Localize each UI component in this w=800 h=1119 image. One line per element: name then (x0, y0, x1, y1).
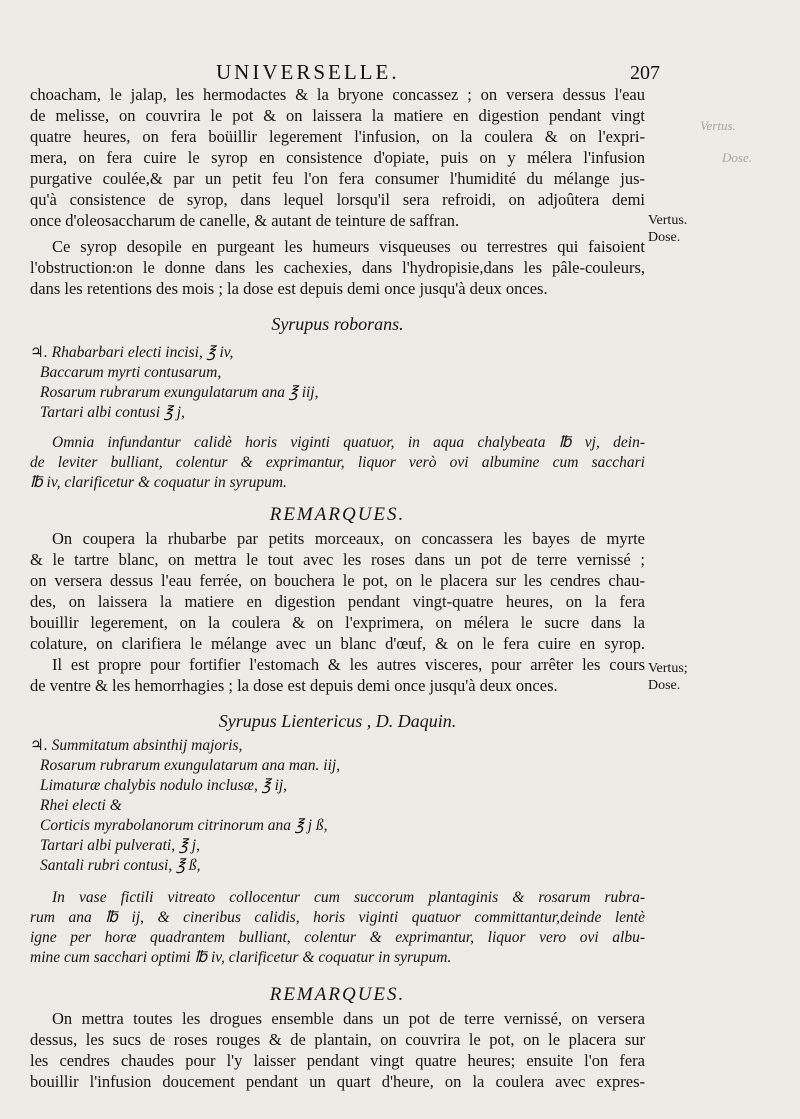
paragraph-preparation (30, 84, 645, 231)
ingredient-line: Limaturæ chalybis nodulo inclusæ, ℥ ij, (40, 777, 288, 794)
running-title: UNIVERSELLE. (216, 60, 400, 84)
margin-note-vertus-dose (648, 212, 687, 246)
margin-note-line: Vertus; (648, 661, 688, 676)
text-line: & le tartre blanc, on mettra le tout avec les roses dans un pot de terre vernissé ; (30, 550, 645, 569)
text-line: dessus, les sucs de roses rouges & de plantain, on couvrira le pot, on le placera sur (30, 1030, 645, 1049)
ingredient-line: Rosarum rubrarum exungulatarum ana man. iij, (40, 757, 341, 774)
ingredient-line: Tartari albi pulverati, ℥ j, (40, 837, 200, 854)
text-line: On coupera la rhubarbe par petits morceaux, on concassera les bayes de myrte (52, 529, 645, 548)
page-header (30, 60, 660, 84)
text-line: des, on laissera la matiere en digestion pendant vingt-quatre heures, on la fera (30, 592, 645, 611)
ingredient-line: ♃. Summitatum absinthij majoris, (30, 737, 243, 754)
text-line: On mettra toutes les drogues ensemble dans un pot de terre vernissé, on versera (52, 1009, 645, 1028)
method-line: ℔ iv, clarificetur & coquatur in syrupum. (30, 474, 287, 491)
ingredient-line: Santali rubri contusi, ℥ ß, (40, 857, 201, 874)
text-line: bouillir legerement, on la coulera & on l'exprimera, on mélera le sucre dans la (30, 613, 645, 632)
method-line: In vase fictili vitreato collocentur cum succorum plantaginis & rosarum rubra- (52, 889, 645, 906)
margin-note-vertus-dose (648, 660, 688, 694)
text-line: Ce syrop desopile en purgeant les humeurs visqueuses ou terrestres qui faisoient (52, 237, 645, 256)
recipe-title: Syrupus Lientericus , D. Daquin. (218, 711, 457, 731)
margin-note-line: Vertus. (648, 213, 688, 228)
text-line: de melisse, on couvrira le pot & on laissera la matiere en digestion pendant vingt (30, 106, 645, 125)
method-line: Omnia infundantur calidè horis viginti quatuor, in aqua chalybeata ℔ vj, dein- (52, 434, 645, 451)
text-line: mera, on fera cuire le syrop en consistence d'opiate, puis on y mélera l'infusion (30, 148, 645, 167)
text-line: qu'à consistence de syrop, dans lequel lorsqu'il sera refroidi, on adjoûtera demi (30, 190, 645, 209)
text-line: once d'oleosaccharum de canelle, & autant de teinture de saffran. (30, 211, 460, 230)
remarks-section-1 (30, 502, 645, 696)
method-line: mine cum sacchari optimi ℔ iv, clarificetur & coquatur in syrupum. (30, 949, 452, 966)
margin-note-line: Dose. (648, 230, 681, 245)
text-line: colature, on clarifiera le mélange avec un blanc d'œuf, & on le fera cuire en syrop. (30, 634, 645, 653)
text-line: on versera dessus l'eau ferrée, on bouchera le pot, on le placera sur les cendres chau- (30, 571, 645, 590)
ingredient-line: Baccarum myrti contusarum, (40, 364, 222, 381)
recipe-title: Syrupus roborans. (271, 314, 404, 334)
text-line: Il est propre pour fortifier l'estomach & les autres visceres, pour arrêter les cours (52, 655, 645, 674)
ingredient-line: ♃. Rhabarbari electi incisi, ℥ iv, (30, 344, 234, 361)
paragraph-virtues (30, 236, 645, 299)
ingredient-line: Tartari albi contusi ℥ j, (40, 404, 185, 421)
ingredient-line: Rhei electi & (40, 797, 122, 814)
text-line: l'obstruction:on le donne dans les cachexies, dans l'hydropisie,dans les pâle-couleurs, (30, 258, 645, 277)
section-heading: REMARQUES. (269, 984, 406, 1005)
recipe-syrupus-roborans (30, 311, 645, 493)
method-line: rum ana ℔ ij, & cineribus calidis, horis viginti quatuor committantur,deinde lentè (30, 909, 645, 926)
section-heading: REMARQUES. (269, 504, 406, 525)
bleed-through-text: Dose. (722, 150, 752, 165)
ingredient-line: Corticis myrabolanorum citrinorum ana ℥ j ß, (40, 817, 328, 834)
remarks-section-2 (30, 982, 645, 1092)
text-line: bouillir l'infusion doucement pendant un quart d'heure, on la coulera avec expres- (30, 1072, 645, 1091)
text-line: dans les retentions des mois ; la dose est depuis demi once jusqu'à deux onces. (30, 279, 548, 298)
ingredient-line: Rosarum rubrarum exungulatarum ana ℥ iij, (40, 384, 319, 401)
recipe-syrupus-lientericus (30, 708, 645, 968)
text-line: de ventre & les hemorrhagies ; la dose est depuis demi once jusqu'à deux onces. (30, 676, 558, 695)
margin-note-line: Dose. (648, 678, 681, 693)
page-number: 207 (630, 62, 660, 84)
method-line: igne per horæ quadrantem bulliant, colentur & exprimantur, liquor vero ovi albu- (30, 929, 645, 946)
method-line: de leviter bulliant, colentur & exprimantur, liquor verò ovi albumine cum sacchari (30, 454, 645, 471)
bleed-through-text: Vertus. (700, 118, 736, 133)
text-line: quatre heures, on fera boüillir legerement l'infusion, on la coulera & on l'expri- (30, 127, 645, 146)
text-line: purgative coulée,& par un petit feu l'on fera consumer l'humidité du mélange jus- (30, 169, 645, 188)
text-line: les cendres chaudes pour l'y laisser pendant vingt quatre heures; ensuite l'on fera (30, 1051, 645, 1070)
text-line: choacham, le jalap, les hermodactes & la bryone concassez ; on versera dessus l'eau (30, 85, 645, 104)
